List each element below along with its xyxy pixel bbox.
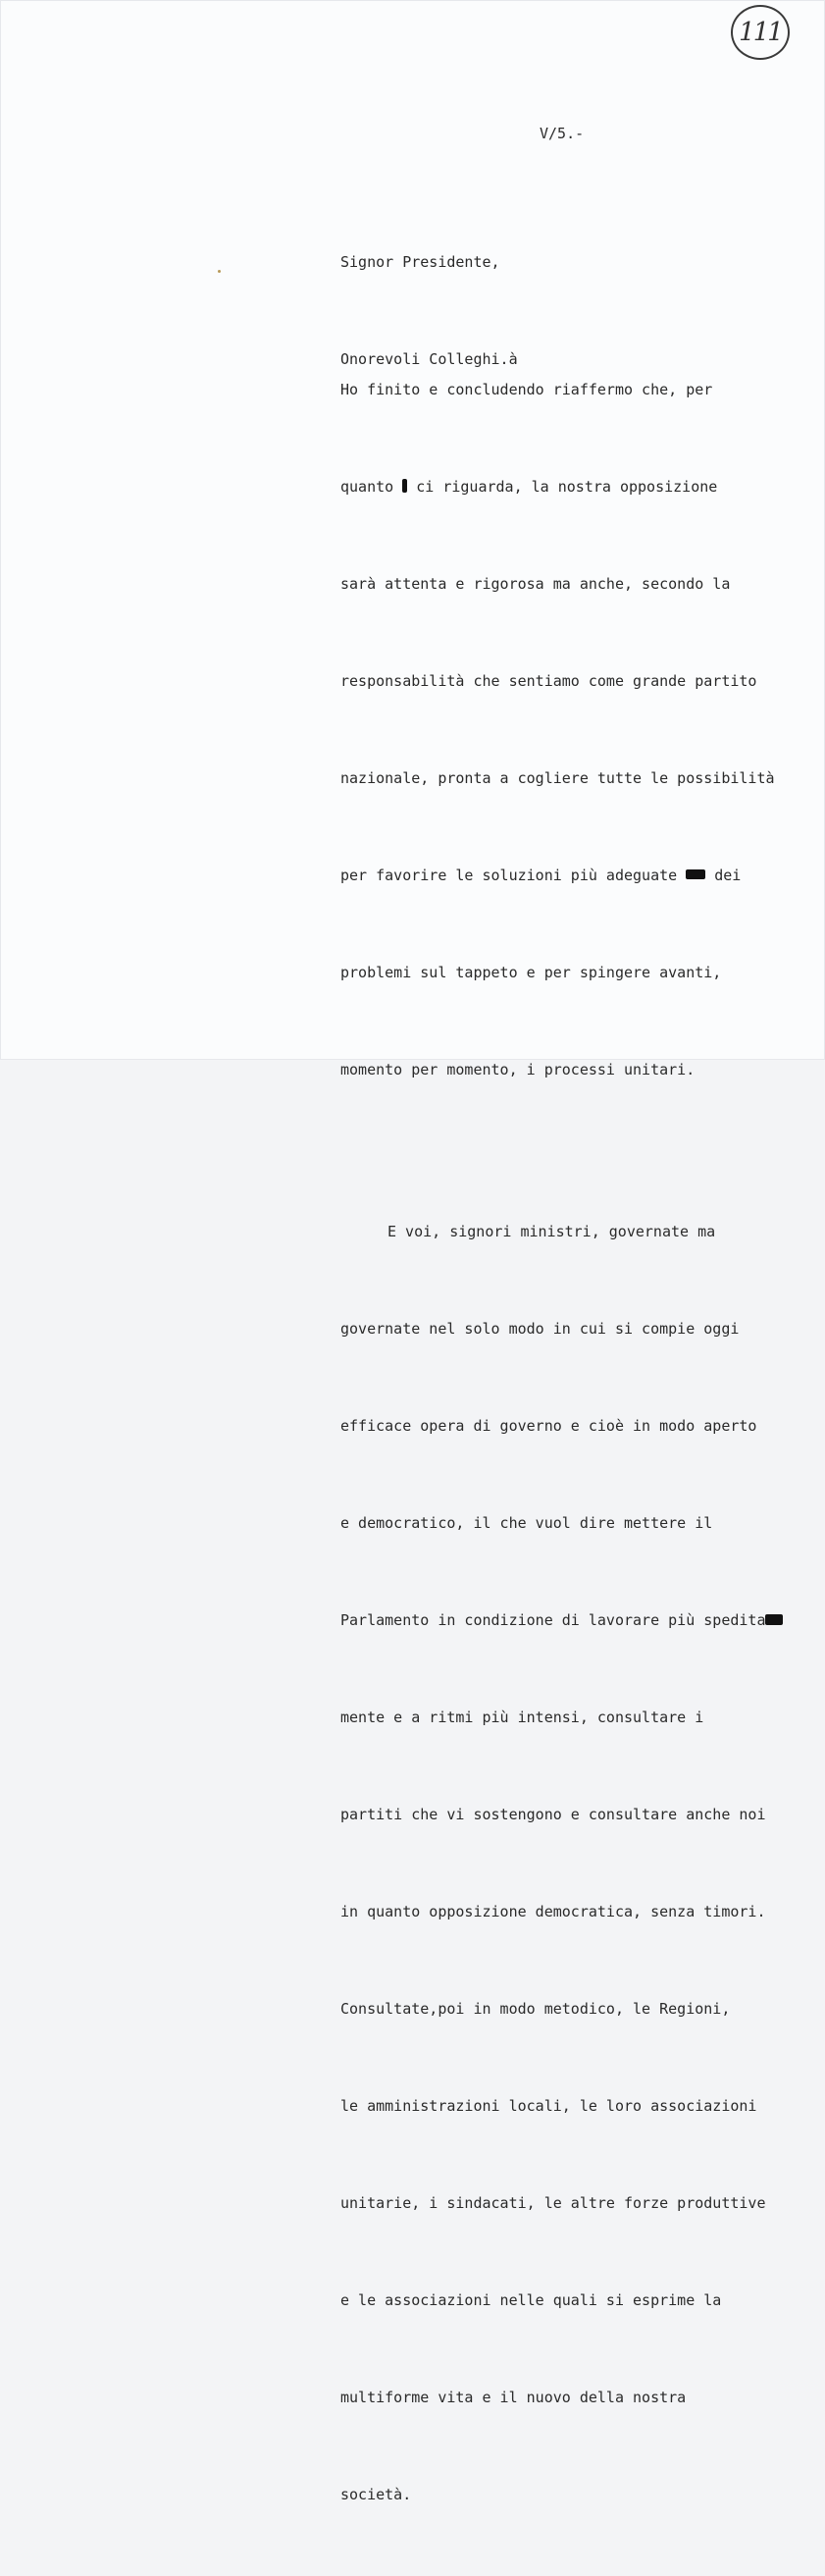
body-text-segment: Parlamento in condizione di lavorare più spedita xyxy=(340,1611,766,1629)
body-line: mente e a ritmi più intensi, consultare i xyxy=(340,1709,704,1726)
page-number-stamp xyxy=(731,5,790,60)
stamp-number: 111 xyxy=(739,18,782,47)
letter-body xyxy=(340,277,783,2576)
body-line: efficace opera di governo e cioè in modo aperto xyxy=(340,1417,757,1435)
body-line: unitarie, i sindacati, le altre forze produttive xyxy=(340,2194,766,2212)
body-line: Ho finito e concludendo riaffermo che, per xyxy=(340,381,713,398)
body-line: sarà attenta e rigorosa ma anche, secondo la xyxy=(340,575,731,593)
body-line: in quanto opposizione democratica, senza timori. xyxy=(340,1903,766,1920)
body-text-segment: dei xyxy=(705,867,742,884)
salutation-line: Onorevoli Colleghi.à xyxy=(340,350,518,368)
body-line xyxy=(340,471,783,503)
body-line: nazionale, pronta a cogliere tutte le possibilità xyxy=(340,769,775,787)
body-line: società. xyxy=(340,2486,412,2503)
body-line xyxy=(340,860,783,892)
body-text-segment: quanto xyxy=(340,478,403,496)
page-code: V/5.- xyxy=(540,125,585,142)
body-text-segment: per favorire le soluzioni più adeguate xyxy=(340,867,687,884)
body-line: governate nel solo modo in cui si compie oggi xyxy=(340,1320,740,1338)
ink-blot-redaction xyxy=(686,869,705,879)
body-line: e le associazioni nelle quali si esprime la xyxy=(340,2291,722,2309)
body-line: responsabilità che sentiamo come grande partito xyxy=(340,672,757,690)
body-line: multiforme vita e il nuovo della nostra xyxy=(340,2389,687,2406)
body-line: E voi, signori ministri, governate ma xyxy=(387,1223,716,1240)
salutation-line: Signor Presidente, xyxy=(340,253,500,271)
body-line: Consultate,poi in modo metodico, le Regioni, xyxy=(340,2000,731,2018)
body-line: problemi sul tappeto e per spingere avanti, xyxy=(340,964,722,981)
body-line: le amministrazioni locali, le loro associazioni xyxy=(340,2097,757,2115)
body-line xyxy=(340,1604,783,1637)
body-text-segment: ci riguarda, la nostra opposizione xyxy=(407,478,718,496)
ink-blot-redaction xyxy=(765,1614,783,1625)
body-line: partiti che vi sostengono e consultare anche noi xyxy=(340,1806,766,1823)
body-line: momento per momento, i processi unitari. xyxy=(340,1061,696,1078)
body-line: e democratico, il che vuol dire mettere il xyxy=(340,1514,713,1532)
paper-speck xyxy=(218,270,221,273)
